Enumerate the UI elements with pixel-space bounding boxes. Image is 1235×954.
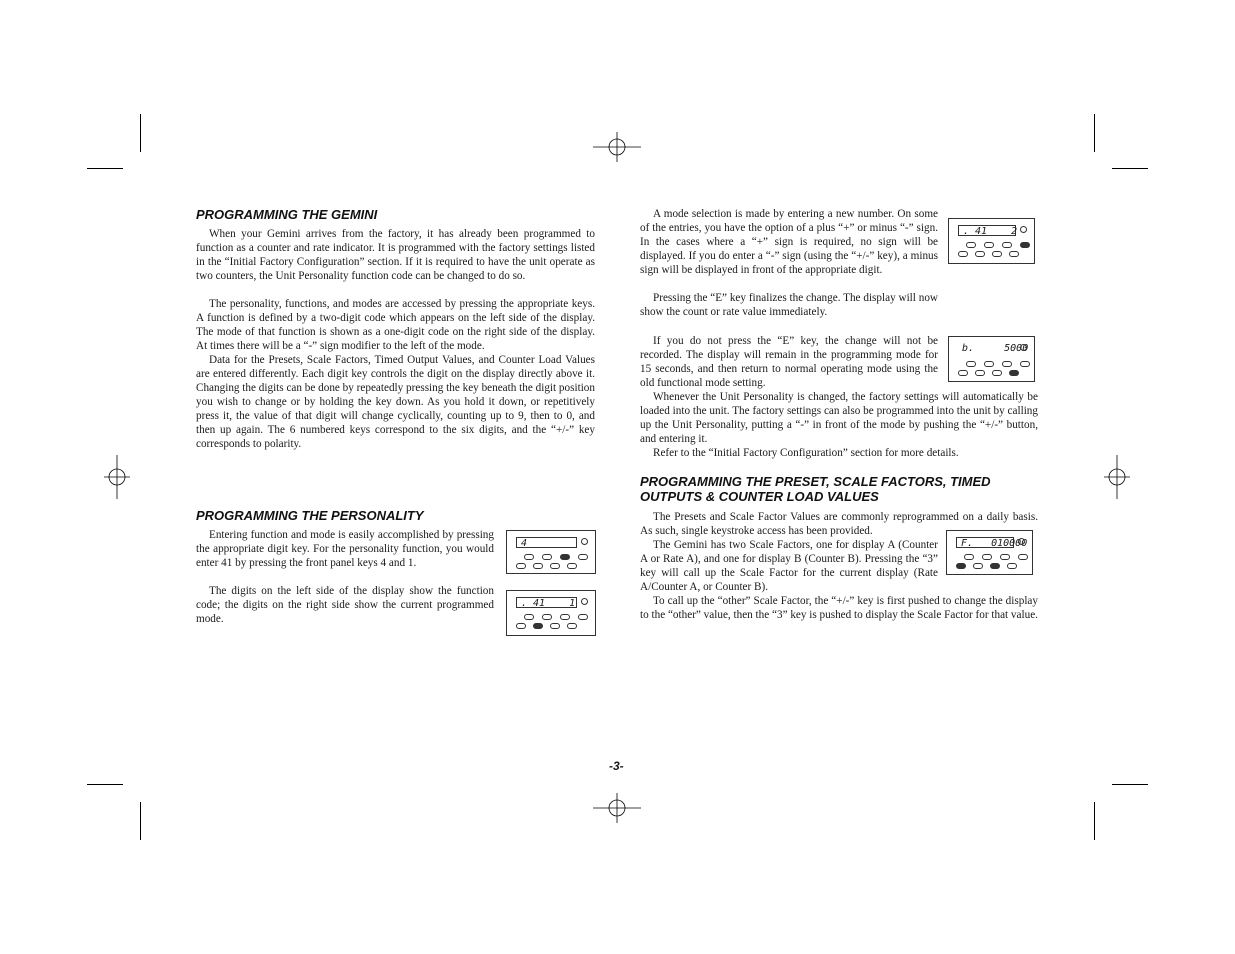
crop-mark xyxy=(87,168,123,169)
paragraph: Entering function and mode is easily accomplished by pressing the appropriate digit key. For the personality function, you would enter 41 by pressing the front panel keys 4 and 1. xyxy=(196,529,494,569)
indicator-lamp-icon xyxy=(1018,538,1025,545)
page-number: -3- xyxy=(609,759,624,773)
key-icon xyxy=(984,242,994,248)
key-icon xyxy=(964,554,974,560)
key-icon xyxy=(533,563,543,569)
key-icon xyxy=(1009,251,1019,257)
key-icon xyxy=(1020,242,1030,248)
section-heading-programming-preset: PROGRAMMING THE PRESET, SCALE FACTORS, TIMED OUTPUTS & COUNTER LOAD VALUES xyxy=(640,474,991,504)
paragraph: To call up the “other” Scale Factor, the “+/-” key is first pushed to change the display to the “other” value, then the “3” key is pushed to display the Scale Factor for that value. xyxy=(640,595,1038,621)
key-icon xyxy=(958,370,968,376)
indicator-lamp-icon xyxy=(1020,226,1027,233)
display-illustration xyxy=(948,218,1035,264)
key-icon xyxy=(560,614,570,620)
key-icon xyxy=(958,251,968,257)
key-icon xyxy=(973,563,983,569)
key-icon xyxy=(567,563,577,569)
paragraph: The digits on the left side of the display show the function code; the digits on the right side show the current programmed mode. xyxy=(196,585,494,625)
paragraph: When your Gemini arrives from the factory, it has already been programmed to function as a counter and rate indicator. It is programmed with the factory settings listed in the “Initial Factory Configuration” section. If it is required to have the unit operate as two counters, the Unit Personality function code can be changed to do so. xyxy=(196,228,595,282)
key-icon xyxy=(1000,554,1010,560)
display-illustration xyxy=(946,530,1033,575)
key-icon xyxy=(992,370,1002,376)
registration-mark-icon xyxy=(104,455,130,499)
key-icon xyxy=(1002,242,1012,248)
paragraph: Refer to the “Initial Factory Configuration” section for more details. xyxy=(653,447,959,459)
key-icon xyxy=(975,370,985,376)
key-icon xyxy=(990,563,1000,569)
key-icon xyxy=(550,563,560,569)
display-illustration xyxy=(506,530,596,574)
key-icon xyxy=(982,554,992,560)
paragraph: The personality, functions, and modes are accessed by pressing the appropriate keys. A function is defined by a two-digit code which appears on the left side of the display. The mode of that function is shown as a one-digit code on the right side of the display. At times there will be a “-” sign modifier to the left of the mode. xyxy=(196,298,595,352)
crop-mark xyxy=(1094,802,1095,840)
key-icon xyxy=(524,554,534,560)
registration-mark-icon xyxy=(593,793,641,823)
crop-mark xyxy=(140,802,141,840)
paragraph: If you do not press the “E” key, the change will not be recorded. The display will remain in the programming mode for 15 seconds, and then return to normal operating mode using the old functional mode setting. xyxy=(640,335,938,389)
crop-mark xyxy=(1094,114,1095,152)
key-icon xyxy=(956,563,966,569)
crop-mark xyxy=(1112,784,1148,785)
indicator-lamp-icon xyxy=(581,598,588,605)
paragraph: Data for the Presets, Scale Factors, Timed Output Values, and Counter Load Values are entered differently. Each digit key controls the digit on the display directly above it. Changing the digits can be done by repeatedly pressing the key beneath the digit position you wish to change or by holding the key down. As you hold it down, or repetitively press it, the value of that digit will change cyclically, counting up to 9, then to 0, and then up again. The 6 numbered keys correspond to the six digits, and the “+/-” key corresponds to polarity. xyxy=(196,354,595,450)
display-readout: . 41 1 xyxy=(516,597,577,608)
key-icon xyxy=(1007,563,1017,569)
key-icon xyxy=(542,554,552,560)
paragraph: The Gemini has two Scale Factors, one for display A (Counter A or Rate A), and one for display B (Counter B). Pressing the “3” key will call up the Scale Factor for the current display (Rate A/Counter A, or Counter B). xyxy=(640,539,938,593)
display-readout: . 41 2 xyxy=(958,225,1016,236)
key-icon xyxy=(578,614,588,620)
crop-mark xyxy=(1112,168,1148,169)
key-icon xyxy=(1009,370,1019,376)
key-icon xyxy=(1020,361,1030,367)
key-icon xyxy=(516,623,526,629)
paragraph: Whenever the Unit Personality is changed, the factory settings will automatically be loaded into the unit. The factory settings can also be programmed into the unit by calling up the Unit Personality, putting a “-” in front of the mode by pushing the “+/-” button, and entering it. xyxy=(640,391,1038,445)
display-illustration xyxy=(948,336,1035,382)
key-icon xyxy=(567,623,577,629)
paragraph: A mode selection is made by entering a new number. On some of the entries, you have the option of a plus “+” or minus “-” sign. In the cases where a “+” sign is required, no sign will be displayed. If you do enter a “-” sign (using the “+/-” key), a minus sign will be displayed in front of the appropriate digit. xyxy=(640,208,938,276)
section-heading-programming-personality: PROGRAMMING THE PERSONALITY xyxy=(196,508,424,523)
key-icon xyxy=(975,251,985,257)
key-icon xyxy=(542,614,552,620)
crop-mark xyxy=(140,114,141,152)
key-icon xyxy=(992,251,1002,257)
key-icon xyxy=(966,242,976,248)
key-icon xyxy=(524,614,534,620)
key-icon xyxy=(984,361,994,367)
registration-mark-icon xyxy=(593,132,641,162)
key-icon xyxy=(966,361,976,367)
key-icon xyxy=(578,554,588,560)
key-icon xyxy=(533,623,543,629)
key-icon xyxy=(516,563,526,569)
paragraph: Pressing the “E” key finalizes the change. The display will now show the count or rate value immediately. xyxy=(640,292,938,318)
indicator-lamp-icon xyxy=(1020,344,1027,351)
paragraph: The Presets and Scale Factor Values are commonly reprogrammed on a daily basis. As such, single keystroke access has been provided. xyxy=(640,511,1038,537)
key-icon xyxy=(1018,554,1028,560)
section-heading-programming-gemini: PROGRAMMING THE GEMINI xyxy=(196,207,378,222)
display-readout: F. 010000 xyxy=(956,537,1014,548)
crop-mark xyxy=(87,784,123,785)
key-icon xyxy=(550,623,560,629)
key-icon xyxy=(1002,361,1012,367)
indicator-lamp-icon xyxy=(581,538,588,545)
registration-mark-icon xyxy=(1104,455,1130,499)
display-readout: b. 5000 xyxy=(962,343,1029,354)
display-readout: 4 xyxy=(516,537,577,548)
display-illustration xyxy=(506,590,596,636)
key-icon xyxy=(560,554,570,560)
